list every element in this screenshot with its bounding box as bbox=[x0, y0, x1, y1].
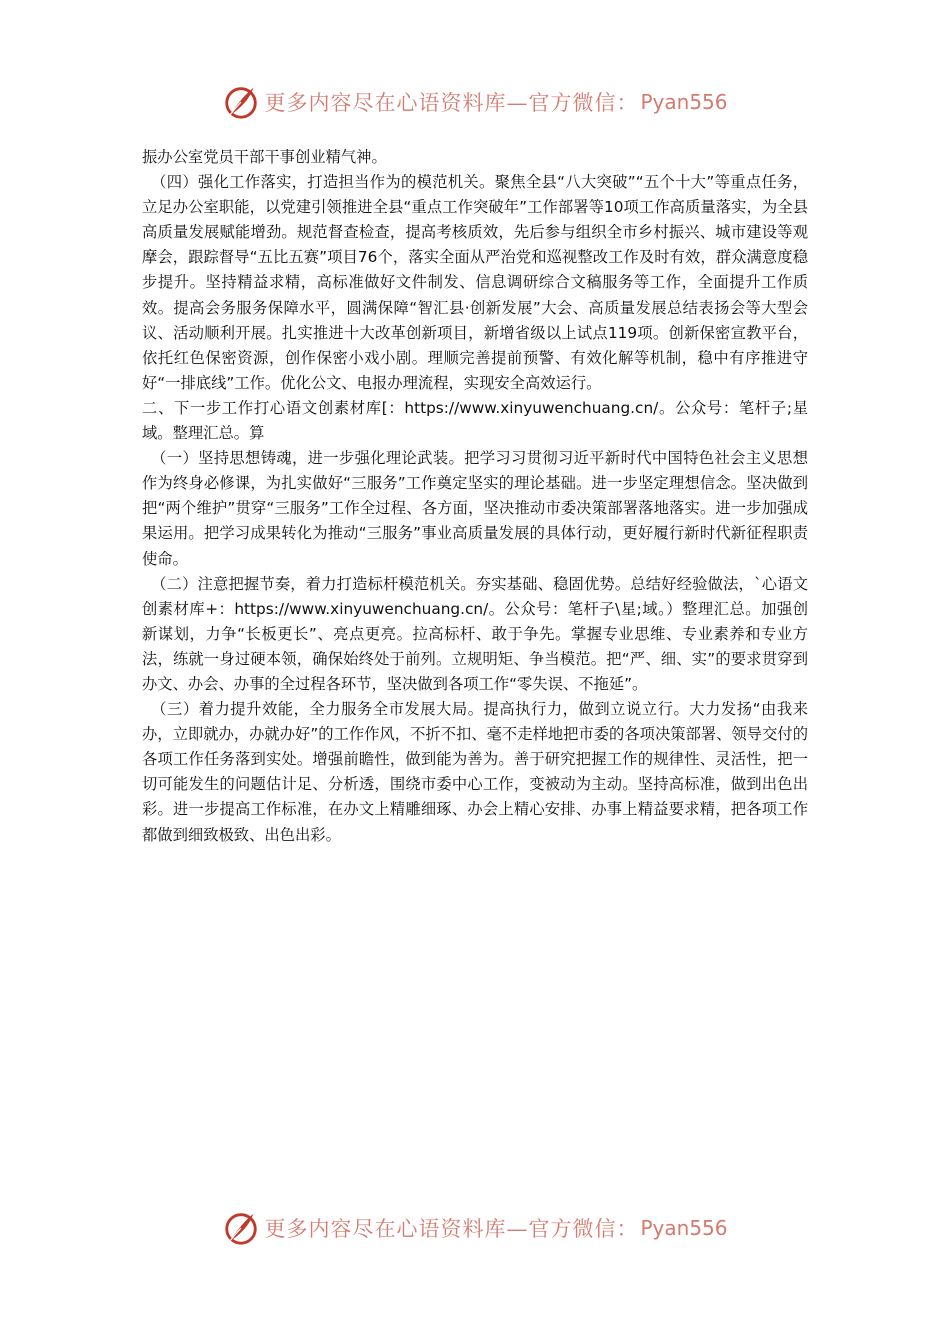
quill-logo-icon bbox=[222, 1209, 260, 1247]
watermark-text: 更多内容尽在心语资料库—官方微信： bbox=[264, 1217, 639, 1241]
section-heading: 二、下一步工作打心语文创素材库[：https://www.xinyuwenchuang.cn/。公众号：笔杆子;星域。整理汇总。算 bbox=[142, 398, 808, 443]
paragraph: （四）强化工作落实，打造担当作为的模范机关。聚焦全县“八大突破”“五个十大”等重点任务，立足办公室职能，以党建引领推进全县“重点工作突破年”工作部署等10项工作高质量落实，为全县高质量发展赋能增劲。规范督查检查，提高考核质效，先后参与组织全市乡村振兴、城市建设等观摩会，跟踪督导“五比五赛”项目76个，落实全面从严治党和巡视整改工作及时有效，群众满意度稳步提升。坚持精益求精，高标准做好文件制发、信息调研综合文稿服务等工作，全面提升工作质效。提高会务服务保障水平，圆满保障“智汇县·创新发展”大会、高质量发展总结表扬会等大型会议、活动顺利开展。扎实推进十大改革创新项目，新增省级以上试点119项。创新保密宣教平台，依托红色保密资源，创作保密小戏小剧。理顺完善提前预警、有效化解等机制，稳中有序推进守好“一排底线”工作。优化公文、电报办理流程，实现安全高效运行。 bbox=[142, 173, 808, 392]
paragraph: （一）坚持思想铸魂，进一步强化理论武装。把学习习贯彻习近平新时代中国特色社会主义思想作为终身必修课，为扎实做好“三服务”工作奠定坚实的理论基础。进一步坚定理想信念。坚决做到把“两个维护”贯穿“三服务”工作全过程、各方面，坚决推动市委决策部署落地落实。进一步加强成果运用。把学习成果转化为推动“三服务”事业高质量发展的具体行动，更好履行新时代新征程职责使命。 bbox=[142, 449, 808, 568]
paragraph: （三）着力提升效能，全力服务全市发展大局。提高执行力，做到立说立行。大力发扬“由我来办，立即就办，办就办好”的工作作风，不折不扣、毫不走样地把市委的各项决策部署、领导交付的各项工作任务落到实处。增强前瞻性，做到能为善为。善于研究把握工作的规律性、灵活性，把一切可能发生的问题估计足、分析透，围绕市委中心工作，变被动为主动。坚持高标准，做到出色出彩。进一步提高工作标准，在办文上精雕细琢、办会上精心安排、办事上精益要求精，把各项工作都做到细致极致、出色出彩。 bbox=[142, 700, 808, 844]
watermark-text: 更多内容尽在心语资料库—官方微信： bbox=[264, 91, 639, 115]
watermark-wechat-id: Pyan556 bbox=[640, 1216, 728, 1240]
watermark-wechat-id: Pyan556 bbox=[640, 90, 728, 114]
watermark-header bbox=[0, 82, 950, 122]
paragraph: （二）注意把握节奏，着力打造标杆模范机关。夯实基础、稳固优势。总结好经验做法，`心语文创素材库+：https://www.xinyuwenchuang.cn/。公众号：笔杆子\星;域。）整理汇总。加强创新谋划，力争“长板更长”、亮点更亮。拉高标杆、敢于争先。掌握专业思维、专业素养和专业方法，练就一身过硬本领，确保始终处于前列。立规明矩、争当模范。把“严、细、实”的要求贯穿到办文、办会、办事的全过程各环节，坚决做到各项工作“零失误、不拖延”。 bbox=[142, 574, 808, 693]
paragraph: 振办公室党员干部干事创业精气神。 bbox=[142, 148, 387, 166]
document-body bbox=[142, 145, 808, 848]
watermark-footer bbox=[0, 1208, 950, 1248]
quill-logo-icon bbox=[222, 83, 260, 121]
